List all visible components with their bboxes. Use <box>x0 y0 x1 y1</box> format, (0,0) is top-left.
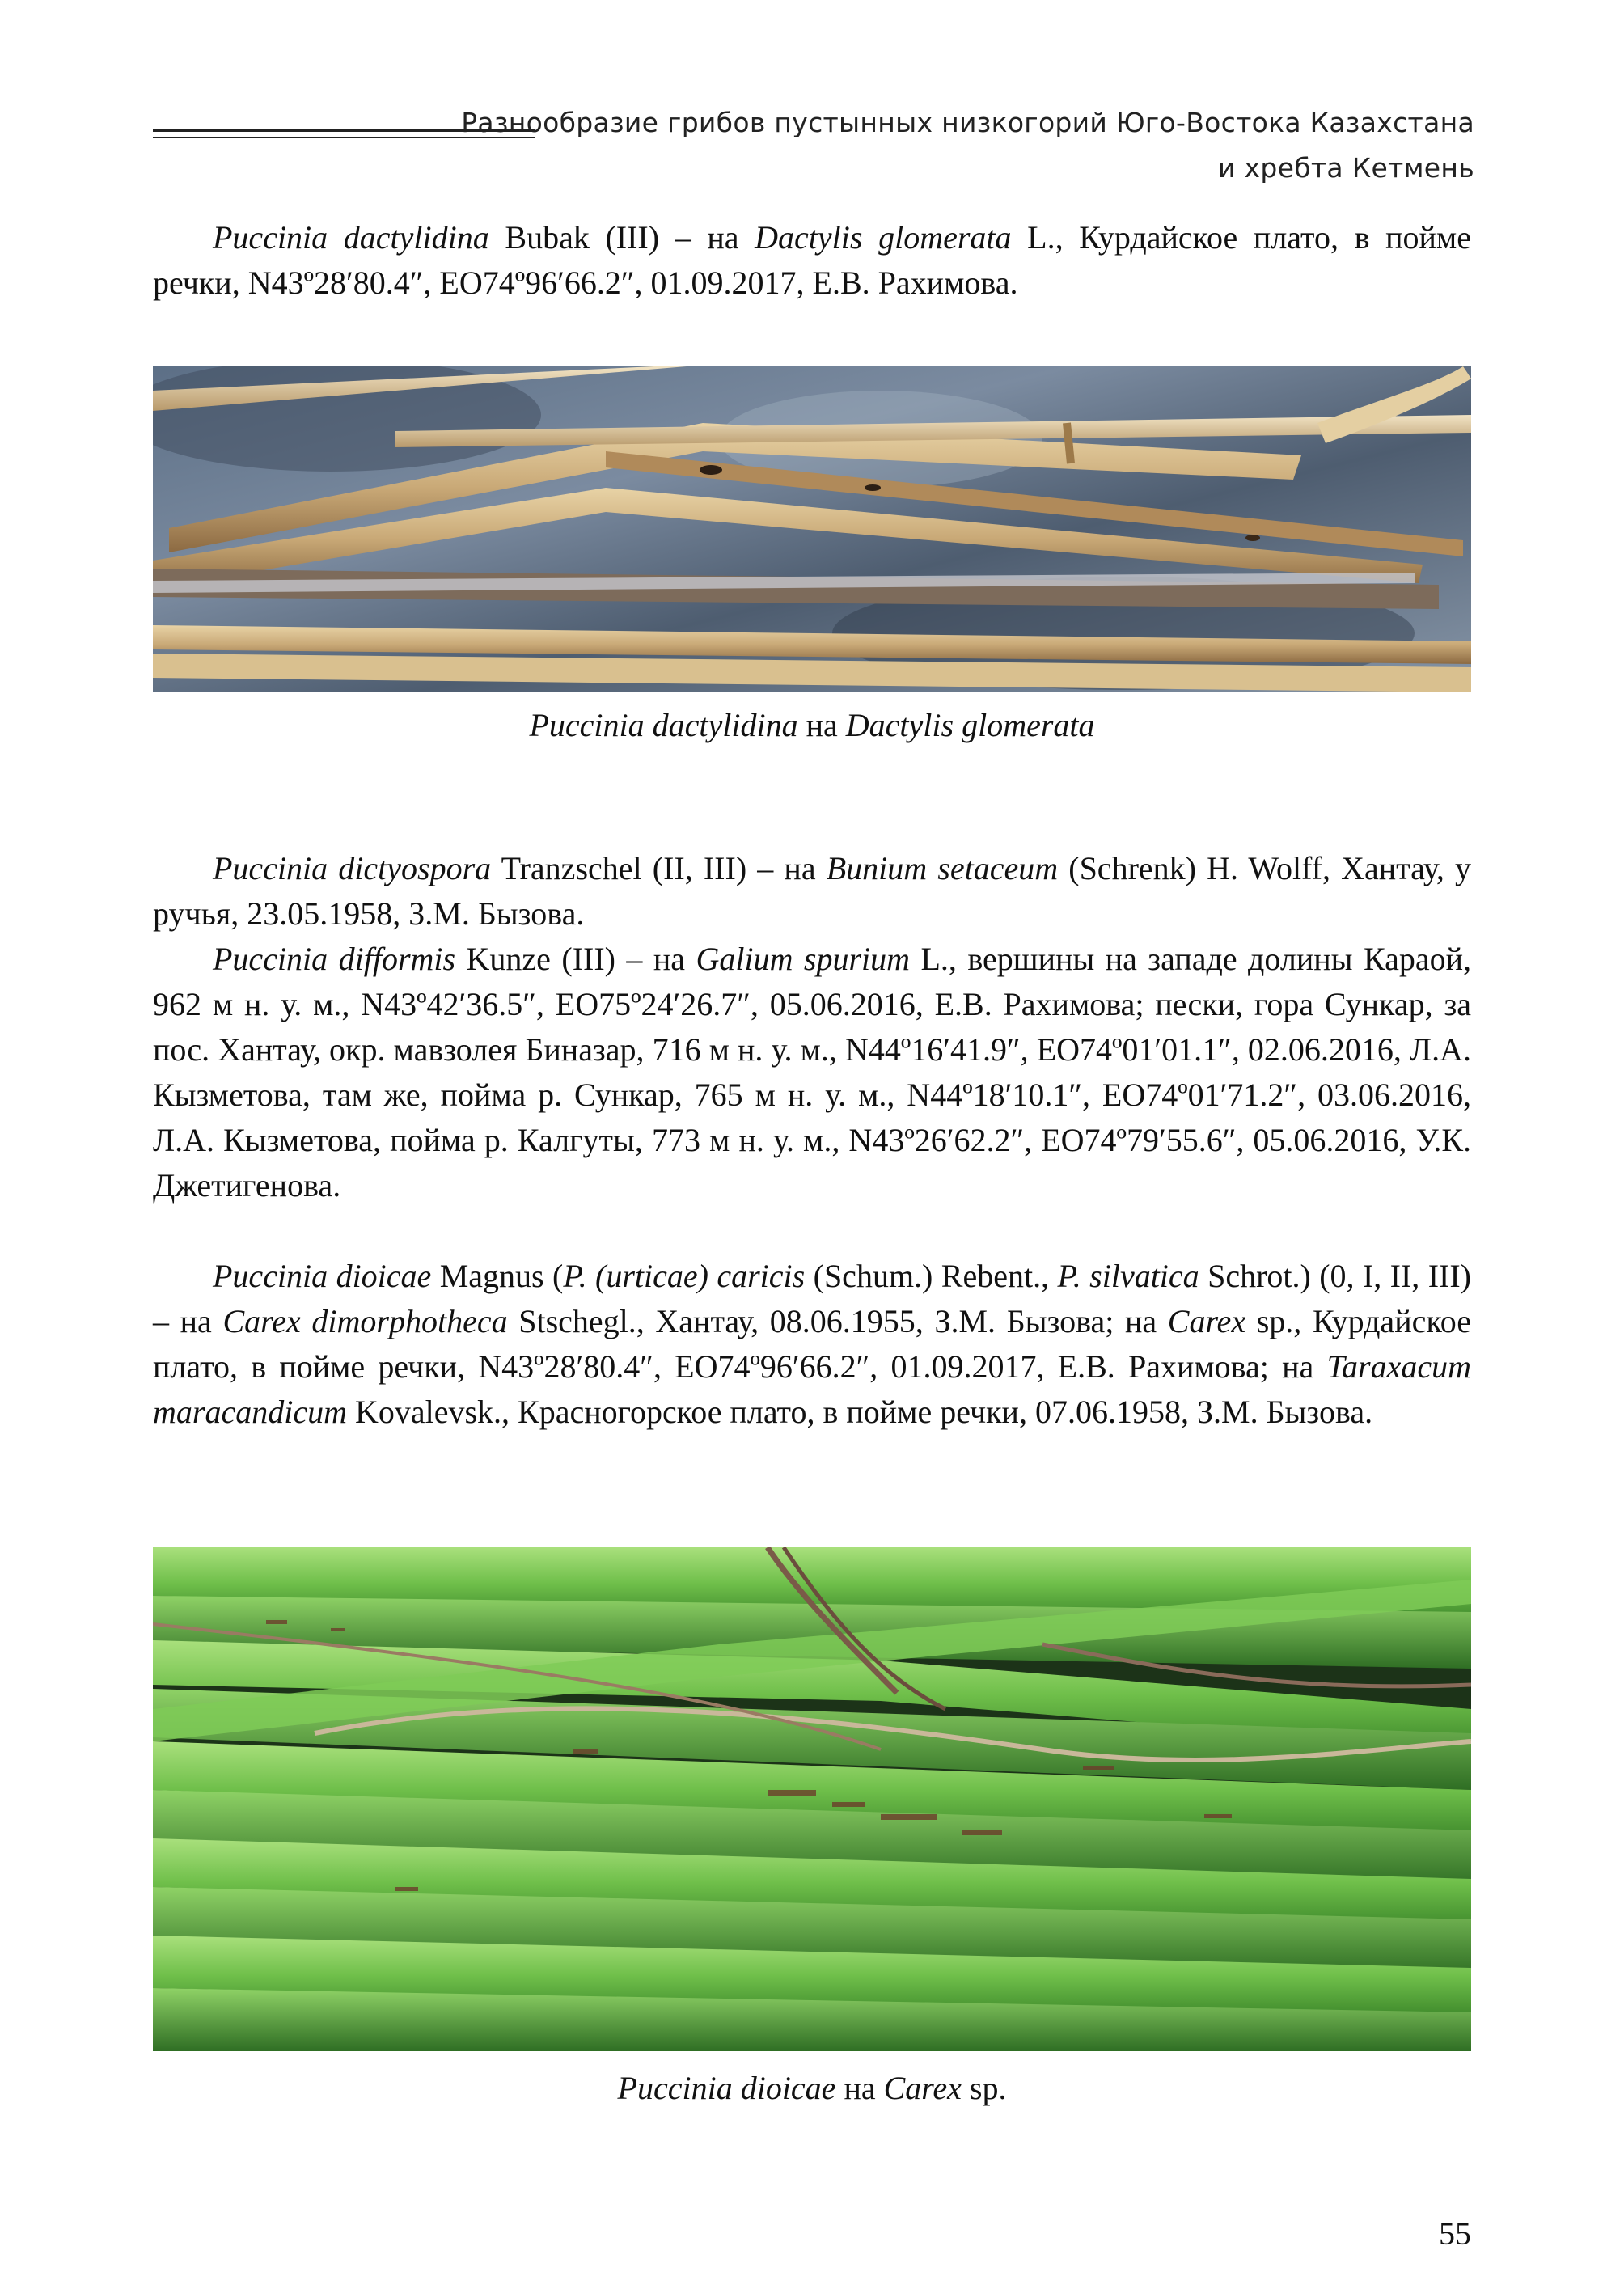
figure-dactylidina-caption: Puccinia dactylidina на Dactylis glomerata <box>529 707 1095 743</box>
host-name: Galium spurium <box>696 941 911 977</box>
running-header-line2: и хребта Кетмень <box>1218 152 1474 184</box>
host-name: Bunium setaceum <box>826 850 1059 886</box>
host-name: Dactylis glomerata <box>755 219 1012 256</box>
paragraph-puccinia-dactylidina: Puccinia dactylidina Bubak (III) – на Dactylis glomerata L., Курдайское плато, в пойме речки, N43º28′80.4″, EO74º96′66.2″, 01.09.2017, Е.В. Рахимова. <box>153 219 1471 301</box>
paragraph-puccinia-dioicae: Puccinia dioicae Magnus (P. (urticae) caricis (Schum.) Rebent., P. silvatica Schrot.) (0, I, II, III) – на Carex dimorphotheca Stschegl., Хантау, 08.06.1955, З.М. Бызова; на Carex sp., Курдайское плато, в пойме речки, N43º28′80.4″, EO74º96′66.2″, 01.09.2017, Е.В. Рахимова; на Taraxacum maracandicum Kovalevsk., Красногорское плато, в пойме речки, 07.06.1958, З.М. Бызова. <box>153 1258 1471 1430</box>
species-name: Puccinia difformis <box>213 941 456 977</box>
species-name: Puccinia dictyospora <box>213 850 492 886</box>
host-name: Carex dimorphotheca <box>222 1303 508 1339</box>
figure-dactylidina-photo <box>153 366 1471 692</box>
paragraph-puccinia-difformis: Puccinia difformis Kunze (III) – на Galium spurium L., вершины на западе долины Караой, 962 м н. у. м., N43º42′36.5″, EO75º24′26.7″, 05.06.2016, Е.В. Рахимова; пески, гора Сункар, за пос. Хантау, окр. мавзолея Биназар, 716 м н. у. м., N44º16′41.9″, EO74º01′01.1″, 02.06.2016, Л.А. Кызметова, там же, пойма р. Сункар, 765 м н. у. м., N44º18′10.1″, EO74º01′71.2″, 03.06.2016, Л.А. Кызметова, пойма р. Калгуты, 773 м н. у. м., N43º26′62.2″, EO74º79′55.6″, 05.06.2016, У.К. Джетигенова. <box>153 941 1472 1204</box>
figure-dioicae-caption: Puccinia dioicae на Carex sp. <box>617 2070 1007 2106</box>
green-carex-leaves-image <box>153 1547 1471 2051</box>
species-name: Puccinia dactylidina <box>213 219 489 256</box>
figure-dioicae-photo <box>153 1547 1471 2051</box>
page-number: 55 <box>1439 2215 1471 2252</box>
species-name: Puccinia dioicae <box>213 1258 432 1294</box>
paragraph-puccinia-dictyospora: Puccinia dictyospora Tranzschel (II, III) – на Bunium setaceum (Schrenk) H. Wolff, Хантау, у ручья, 23.05.1958, З.М. Бызова. <box>153 850 1471 932</box>
running-header-line1: Разнообразие грибов пустынных низкогорий Юго-Востока Казахстана <box>461 107 1474 138</box>
dry-grass-stems-image <box>153 366 1471 692</box>
